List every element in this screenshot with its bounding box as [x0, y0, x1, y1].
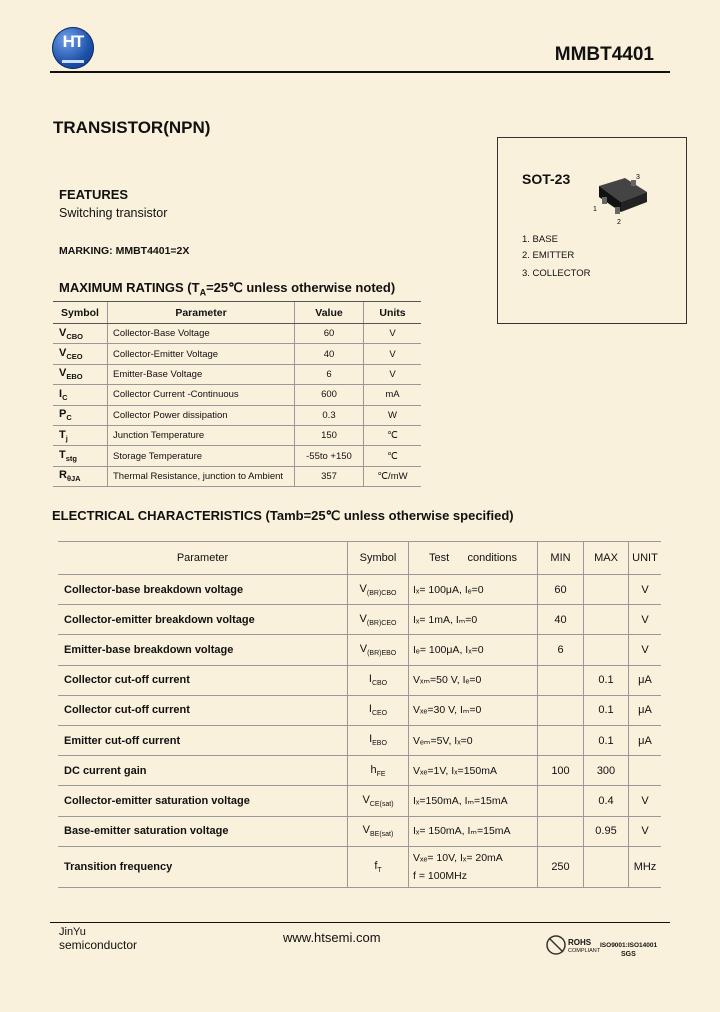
mr-parameter: Emitter-Base Voltage	[108, 364, 295, 384]
mr-value: 600	[295, 385, 364, 405]
mr-value: -55to +150	[295, 446, 364, 466]
mr-parameter: Collector-Emitter Voltage	[108, 344, 295, 364]
rohs-compliant: COMPLIANT	[568, 948, 601, 954]
ec-min	[538, 786, 584, 816]
rohs-text: ROHS	[568, 938, 592, 947]
mr-row	[53, 425, 421, 445]
ec-max	[584, 635, 629, 665]
electrical-title: ELECTRICAL CHARACTERISTICS (Tamb=25℃ unless otherwise specified)	[52, 508, 514, 523]
ec-min	[538, 665, 584, 695]
pin-label-2: 2	[617, 219, 621, 226]
mr-value: 40	[295, 344, 364, 364]
mr-unit: V	[364, 324, 422, 344]
ec-row	[58, 846, 661, 887]
ec-symbol: $f_T$	[348, 846, 409, 887]
ec-min: 6	[538, 635, 584, 665]
ec-conditions: Iₓ= 150mA, Iₘ=15mA	[409, 816, 538, 846]
ec-conditions: Iₑ= 100μA, Iₓ=0	[409, 635, 538, 665]
ec-symbol: $I_{CBO}$	[348, 665, 409, 695]
mr-value: 0.3	[295, 405, 364, 425]
ec-row	[58, 605, 661, 635]
pin-1: 1. BASE	[522, 234, 558, 245]
ec-conditions: Iₓ= 1mA, Iₘ=0	[409, 605, 538, 635]
page-title: TRANSISTOR(NPN)	[53, 118, 211, 137]
ec-parameter: Emitter-base breakdown voltage	[58, 635, 348, 665]
mr-symbol: $V_{CEO}$	[53, 344, 108, 364]
ec-min: 40	[538, 605, 584, 635]
ec-conditions: Vₑₘ=5V, Iₓ=0	[409, 725, 538, 755]
ec-symbol: $V_{(BR)EBO}$	[348, 635, 409, 665]
ec-unit: MHz	[629, 846, 662, 887]
ec-max: 0.4	[584, 786, 629, 816]
ec-max: 0.95	[584, 816, 629, 846]
mr-unit: ℃/mW	[364, 466, 422, 486]
iso-text: ISO9001:ISO14001	[600, 942, 658, 949]
ec-symbol: $I_{CEO}$	[348, 695, 409, 725]
ec-min	[538, 695, 584, 725]
mr-parameter: Collector Current -Continuous	[108, 385, 295, 405]
ec-unit: V	[629, 635, 662, 665]
pin-2: 2. EMITTER	[522, 250, 575, 261]
features-heading: FEATURES	[59, 187, 129, 202]
ec-row	[58, 695, 661, 725]
ec-unit: V	[629, 816, 662, 846]
ec-parameter: Collector cut-off current	[58, 665, 348, 695]
ec-unit: μA	[629, 695, 662, 725]
ec-header-min: MIN	[538, 542, 584, 575]
mr-value: 150	[295, 425, 364, 445]
mr-unit: V	[364, 364, 422, 384]
footer-rule	[50, 922, 670, 923]
ec-unit: μA	[629, 725, 662, 755]
ec-conditions: Iₓ= 100μA, Iₑ=0	[409, 575, 538, 605]
mr-row	[53, 446, 421, 466]
mr-symbol: $I_C$	[53, 385, 108, 405]
mr-unit: ℃	[364, 425, 422, 445]
ec-row	[58, 756, 661, 786]
features-text: Switching transistor	[59, 206, 168, 220]
ec-symbol: $I_{EBO}$	[348, 725, 409, 755]
mr-symbol: $V_{EBO}$	[53, 364, 108, 384]
ec-conditions: Iₓ=150mA, Iₘ=15mA	[409, 786, 538, 816]
mr-unit: V	[364, 344, 422, 364]
ec-max: 0.1	[584, 665, 629, 695]
pin-3: 3. COLLECTOR	[522, 268, 591, 279]
mr-parameter: Collector Power dissipation	[108, 405, 295, 425]
mr-value: 6	[295, 364, 364, 384]
ec-row	[58, 816, 661, 846]
mr-parameter: Collector-Base Voltage	[108, 324, 295, 344]
ec-min: 250	[538, 846, 584, 887]
ec-header-unit: UNIT	[629, 542, 662, 575]
mr-row	[53, 385, 421, 405]
ec-parameter: Collector-base breakdown voltage	[58, 575, 348, 605]
ec-min	[538, 725, 584, 755]
ec-header-conditions: Test conditions	[409, 542, 538, 575]
ec-parameter: Collector-emitter saturation voltage	[58, 786, 348, 816]
ec-min: 100	[538, 756, 584, 786]
max-ratings-title: MAXIMUM RATINGS ($T_A=25℃$ unless otherwise noted)	[59, 280, 396, 298]
ec-parameter: Collector-emitter breakdown voltage	[58, 605, 348, 635]
mr-parameter: Storage Temperature	[108, 446, 295, 466]
mr-symbol: $P_C$	[53, 405, 108, 425]
ec-header-symbol: Symbol	[348, 542, 409, 575]
logo-text: HT	[62, 32, 84, 51]
ec-min: 60	[538, 575, 584, 605]
mr-symbol: $T_j$	[53, 425, 108, 445]
ec-symbol: $V_{BE(sat)}$	[348, 816, 409, 846]
mr-symbol: $V_{CBO}$	[53, 324, 108, 344]
ec-symbol: $h_{FE}$	[348, 756, 409, 786]
ec-max: 0.1	[584, 695, 629, 725]
mr-row	[53, 364, 421, 384]
pin-label-1: 1	[593, 206, 597, 213]
website-link[interactable]: www.htsemi.com	[283, 930, 381, 945]
mr-header-parameter: Parameter	[108, 302, 295, 324]
marking: MARKING: MMBT4401=2X	[59, 245, 190, 257]
ec-max	[584, 575, 629, 605]
mr-header-units: Units	[364, 302, 422, 324]
ec-conditions: Vₓₑ=30 V, Iₘ=0	[409, 695, 538, 725]
ec-max	[584, 846, 629, 887]
mr-row	[53, 324, 421, 344]
ec-unit: μA	[629, 665, 662, 695]
company-logo	[52, 27, 94, 69]
ec-row	[58, 575, 661, 605]
lead-free-icon	[545, 934, 567, 956]
mr-header-symbol: Symbol	[53, 302, 108, 324]
ec-parameter: Collector cut-off current	[58, 695, 348, 725]
electrical-table	[58, 541, 661, 888]
mr-row	[53, 466, 421, 486]
ec-parameter: Transition frequency	[58, 846, 348, 887]
company-sub: semiconductor	[59, 938, 138, 952]
header-rule	[50, 71, 670, 73]
ec-row	[58, 635, 661, 665]
ec-unit: V	[629, 786, 662, 816]
package-name: SOT-23	[522, 171, 571, 187]
ec-unit: V	[629, 605, 662, 635]
company-name: JinYu	[59, 926, 86, 938]
ec-unit: V	[629, 575, 662, 605]
mr-value: 357	[295, 466, 364, 486]
mr-parameter: Thermal Resistance, junction to Ambient	[108, 466, 295, 486]
ec-row	[58, 786, 661, 816]
ec-header-parameter: Parameter	[58, 542, 348, 575]
mr-unit: ℃	[364, 446, 422, 466]
mr-symbol: $R_{\theta JA}$	[53, 466, 108, 486]
ec-min	[538, 816, 584, 846]
max-ratings-table	[53, 301, 421, 487]
mr-row	[53, 344, 421, 364]
ec-max: 300	[584, 756, 629, 786]
mr-parameter: Junction Temperature	[108, 425, 295, 445]
ec-symbol: $V_{(BR)CBO}$	[348, 575, 409, 605]
ec-conditions: Vₓₑ= 10V, Iₓ= 20mA f = 100MHz	[409, 846, 538, 887]
ec-row	[58, 725, 661, 755]
pin-label-3: 3	[636, 174, 640, 181]
ec-header-max: MAX	[584, 542, 629, 575]
ec-symbol: $V_{(BR)CEO}$	[348, 605, 409, 635]
mr-header-value: Value	[295, 302, 364, 324]
mr-unit: mA	[364, 385, 422, 405]
ec-parameter: DC current gain	[58, 756, 348, 786]
ec-conditions: Vₓₑ=1V, Iₓ=150mA	[409, 756, 538, 786]
mr-symbol: $T_{stg}$	[53, 446, 108, 466]
mr-unit: W	[364, 405, 422, 425]
ec-max	[584, 605, 629, 635]
ec-symbol: $V_{CE(sat)}$	[348, 786, 409, 816]
part-number: MMBT4401	[554, 44, 654, 65]
mr-row	[53, 405, 421, 425]
ec-unit	[629, 756, 662, 786]
package-box	[497, 137, 687, 324]
mr-value: 60	[295, 324, 364, 344]
ec-max: 0.1	[584, 725, 629, 755]
sot23-package-icon	[585, 170, 655, 226]
sgs-text: SGS	[621, 951, 636, 958]
ec-conditions: Vₓₘ=50 V, Iₑ=0	[409, 665, 538, 695]
ec-row	[58, 665, 661, 695]
ec-parameter: Emitter cut-off current	[58, 725, 348, 755]
ec-parameter: Base-emitter saturation voltage	[58, 816, 348, 846]
